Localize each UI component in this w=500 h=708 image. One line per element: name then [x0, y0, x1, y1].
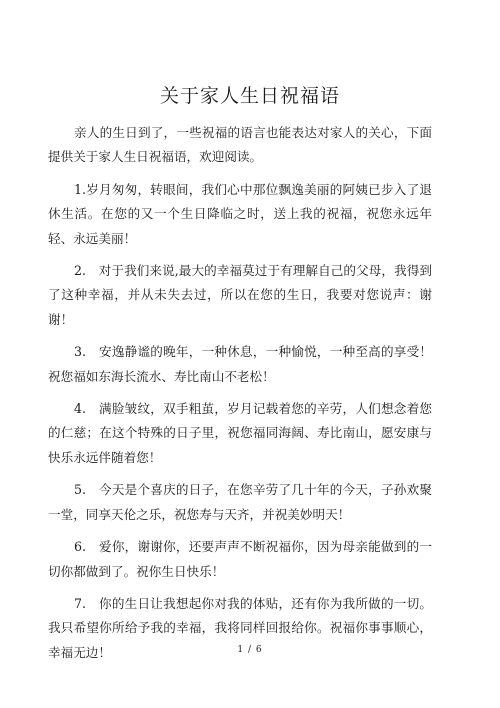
- document-body: [48, 121, 432, 673]
- page-number: 1 / 6: [237, 645, 263, 655]
- wish-paragraph-2: 2. 对于我们来说,最大的幸福莫过于有理解自己的父母，我得到了这种幸福，并从未失去过，所以在您的生日，我要对您说声：谢谢！: [48, 263, 432, 327]
- wish-paragraph-7: 7. 你的生日让我想起你对我的体贴，还有你为我所做的一切。我只希望你所给予我的幸福，我将同样回报给你。祝福你事事顺心，幸福无边！: [48, 595, 432, 660]
- wish-paragraph-5: 5. 今天是个喜庆的日子，在您辛劳了几十年的今天，子孙欢聚一堂，同享天伦之乐，祝您寿与天齐，并祝美妙明天！: [48, 482, 432, 522]
- wish-paragraph-6: 6. 爱你，谢谢你，还要声声不断祝福你，因为母亲能做到的一切你都做到了。祝你生日快乐！: [48, 539, 432, 579]
- document-title: 关于家人生日祝福语: [159, 85, 340, 107]
- wish-paragraph-4: 4. 满脸皱纹，双手粗茧，岁月记载着您的辛劳，人们想念着您的仁慈；在这个特殊的日子里，祝您福同海阔、寿比南山，愿安康与快乐永远伴随着您！: [48, 401, 432, 465]
- wish-paragraph-3: 3. 安逸静谧的晚年，一种休息，一种愉悦，一种至高的享受！祝您福如东海长流水、寿比南山不老松！: [48, 344, 432, 384]
- intro-paragraph: 亲人的生日到了，一些祝福的语言也能表达对家人的关心，下面提供关于家人生日祝福语，欢迎阅读。: [48, 125, 432, 165]
- wish-paragraph-1: 1.岁月匆匆，转眼间，我们心中那位飘逸美丽的阿姨已步入了退休生活。在您的又一个生日降临之时，送上我的祝福，祝您永远年轻、永远美丽！: [48, 181, 432, 246]
